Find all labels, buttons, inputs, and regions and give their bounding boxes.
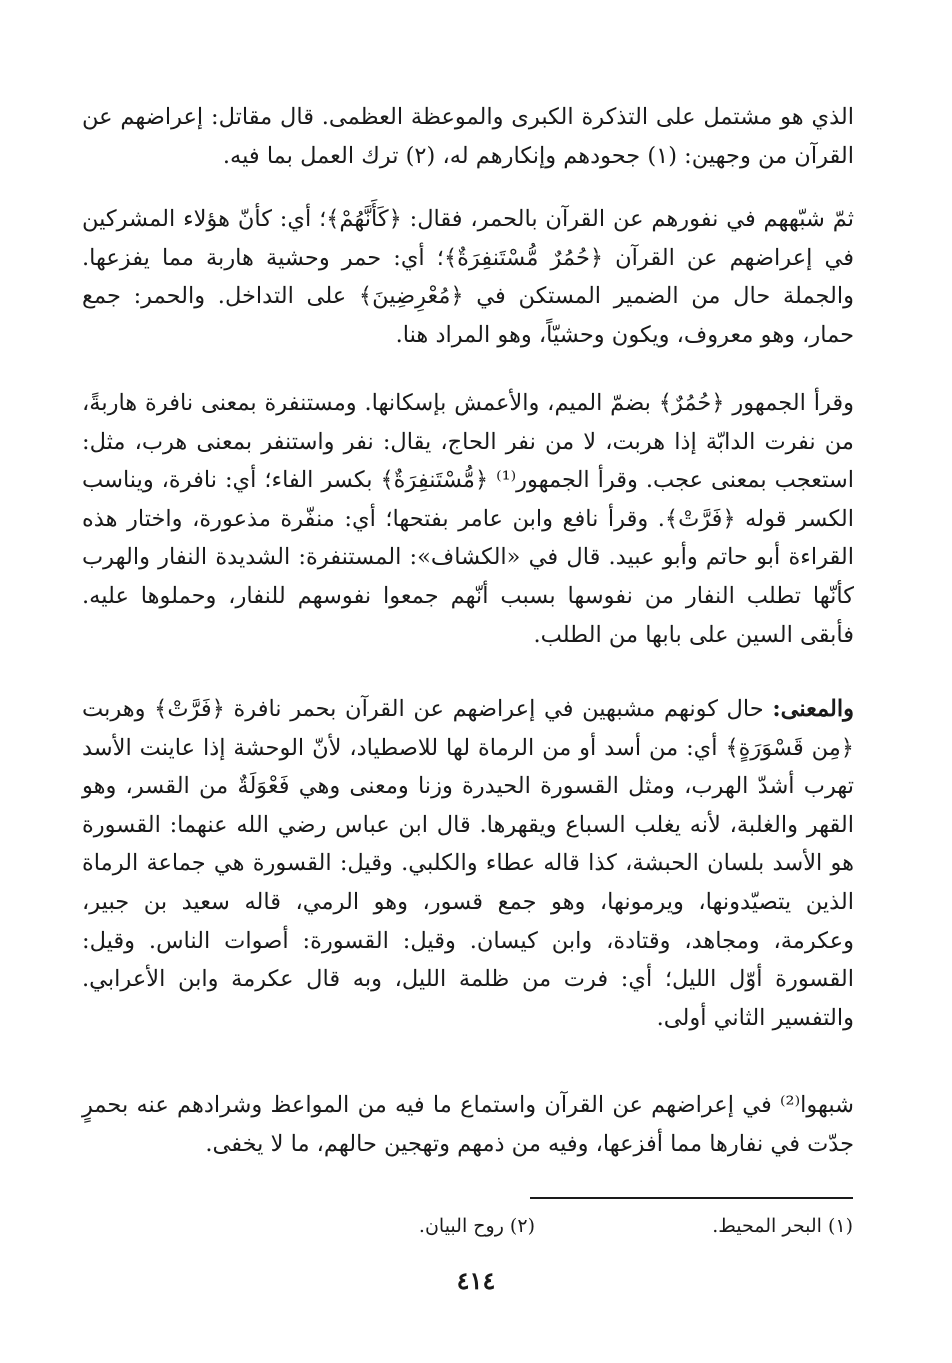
paragraph-1 <box>82 98 854 175</box>
page-number: ٤١٤ <box>456 1266 496 1295</box>
paragraph-4 <box>82 690 854 1037</box>
paragraph-4-lead: والمعنى: <box>772 696 854 722</box>
footnote-2: (٢) روح البيان. <box>418 1215 535 1237</box>
paragraph-4-text: حال كونهم مشبهين في إعراضهم عن القرآن بحمر نافرة ﴿فَرَّتْ﴾ وهربت ﴿مِن قَسْوَرَةٍ﴾ أي: من أسد أو من الرماة لها للاصطياد، لأنّ الوحشة إذا عاينت الأسد تهرب أشدّ الهرب، ومثل القسورة الحيدرة وزنا ومعنى وهي فَعْوَلَةٌ من القسر، وهو القهر والغلبة، لأنه يغلب السباع ويقهرها. قال ابن عباس رضي الله عنهما: القسورة هو الأسد بلسان الحبشة، كذا قاله عطاء والكلبي. وقيل: القسورة هي جماعة الرماة الذين يتصيّدونها، ويرمونها، وهو جمع قسور، وهو الرمي، قاله سعيد بن جبير، وعكرمة، ومجاهد، وقتادة، وابن كيسان. وقيل: القسورة: أصوات الناس. وقيل: القسورة أوّل الليل؛ أي: فرت من ظلمة الليل، وبه قال عكرمة وابن الأعرابي. والتفسير الثاني أولى. <box>82 696 854 1031</box>
footnotes <box>300 1211 853 1241</box>
paragraph-2 <box>82 200 854 354</box>
footnote-1: (١) البحر المحيط. <box>712 1215 853 1237</box>
paragraph-3 <box>82 384 854 654</box>
footnote-divider <box>530 1197 853 1199</box>
paragraph-5 <box>82 1086 854 1163</box>
paragraph-2-text: ثمّ شبّههم في نفورهم عن القرآن بالحمر، فقال: ﴿كَأَنَّهُمْ﴾؛ أي: كأنّ هؤلاء المشركين في إعراضهم عن القرآن ﴿حُمُرٌ مُّسْتَنفِرَةٌ﴾؛ أي: حمر وحشية هاربة مما يفزعها. والجملة حال من الضمير المستكن في ﴿مُعْرِضِينَ﴾ على التداخل. والحمر: جمع حمار، وهو معروف، ويكون وحشيّاً، وهو المراد هنا. <box>82 206 855 348</box>
paragraph-3-text: وقرأ الجمهور ﴿حُمُرٌ﴾ بضمّ الميم، والأعمش بإسكانها. ومستنفرة بمعنى نافرة هاربةً، من نفرت الدابّة إذا هربت، لا من نفر الحاج، يقال: نفر واستنفر بمعنى هرب، مثل: استعجب بمعنى عجب. وقرأ الجمهور⁽¹⁾ ﴿مُّسْتَنفِرَةٌ﴾ بكسر الفاء؛ أي: نافرة، ويناسب الكسر قوله ﴿فَرَّتْ﴾. وقرأ نافع وابن عامر بفتحها؛ أي: منفّرة مذعورة، واختار هذه القراءة أبو حاتم وأبو عبيد. قال في «الكشاف»: المستنفرة: الشديدة النفار والهرب كأنّها تطلب النفار من نفوسها بسبب أنّهم جمعوا نفوسهم للنفار، وحملوها عليه. فأبقى السين على بابها من الطلب. <box>82 390 854 648</box>
paragraph-5-text: شبهوا⁽²⁾ في إعراضهم عن القرآن واستماع ما فيه من المواعظ وشرادهم عنه بحمرٍ جدّت في نفارها مما أفزعها، وفيه من ذمهم وتهجين حالهم، ما لا يخفى. <box>82 1092 854 1157</box>
paragraph-1-text: الذي هو مشتمل على التذكرة الكبرى والموعظة العظمى. قال مقاتل: إعراضهم عن القرآن من وجهين: (١) جحودهم وإنكارهم له، (٢) ترك العمل بما فيه. <box>82 104 854 169</box>
